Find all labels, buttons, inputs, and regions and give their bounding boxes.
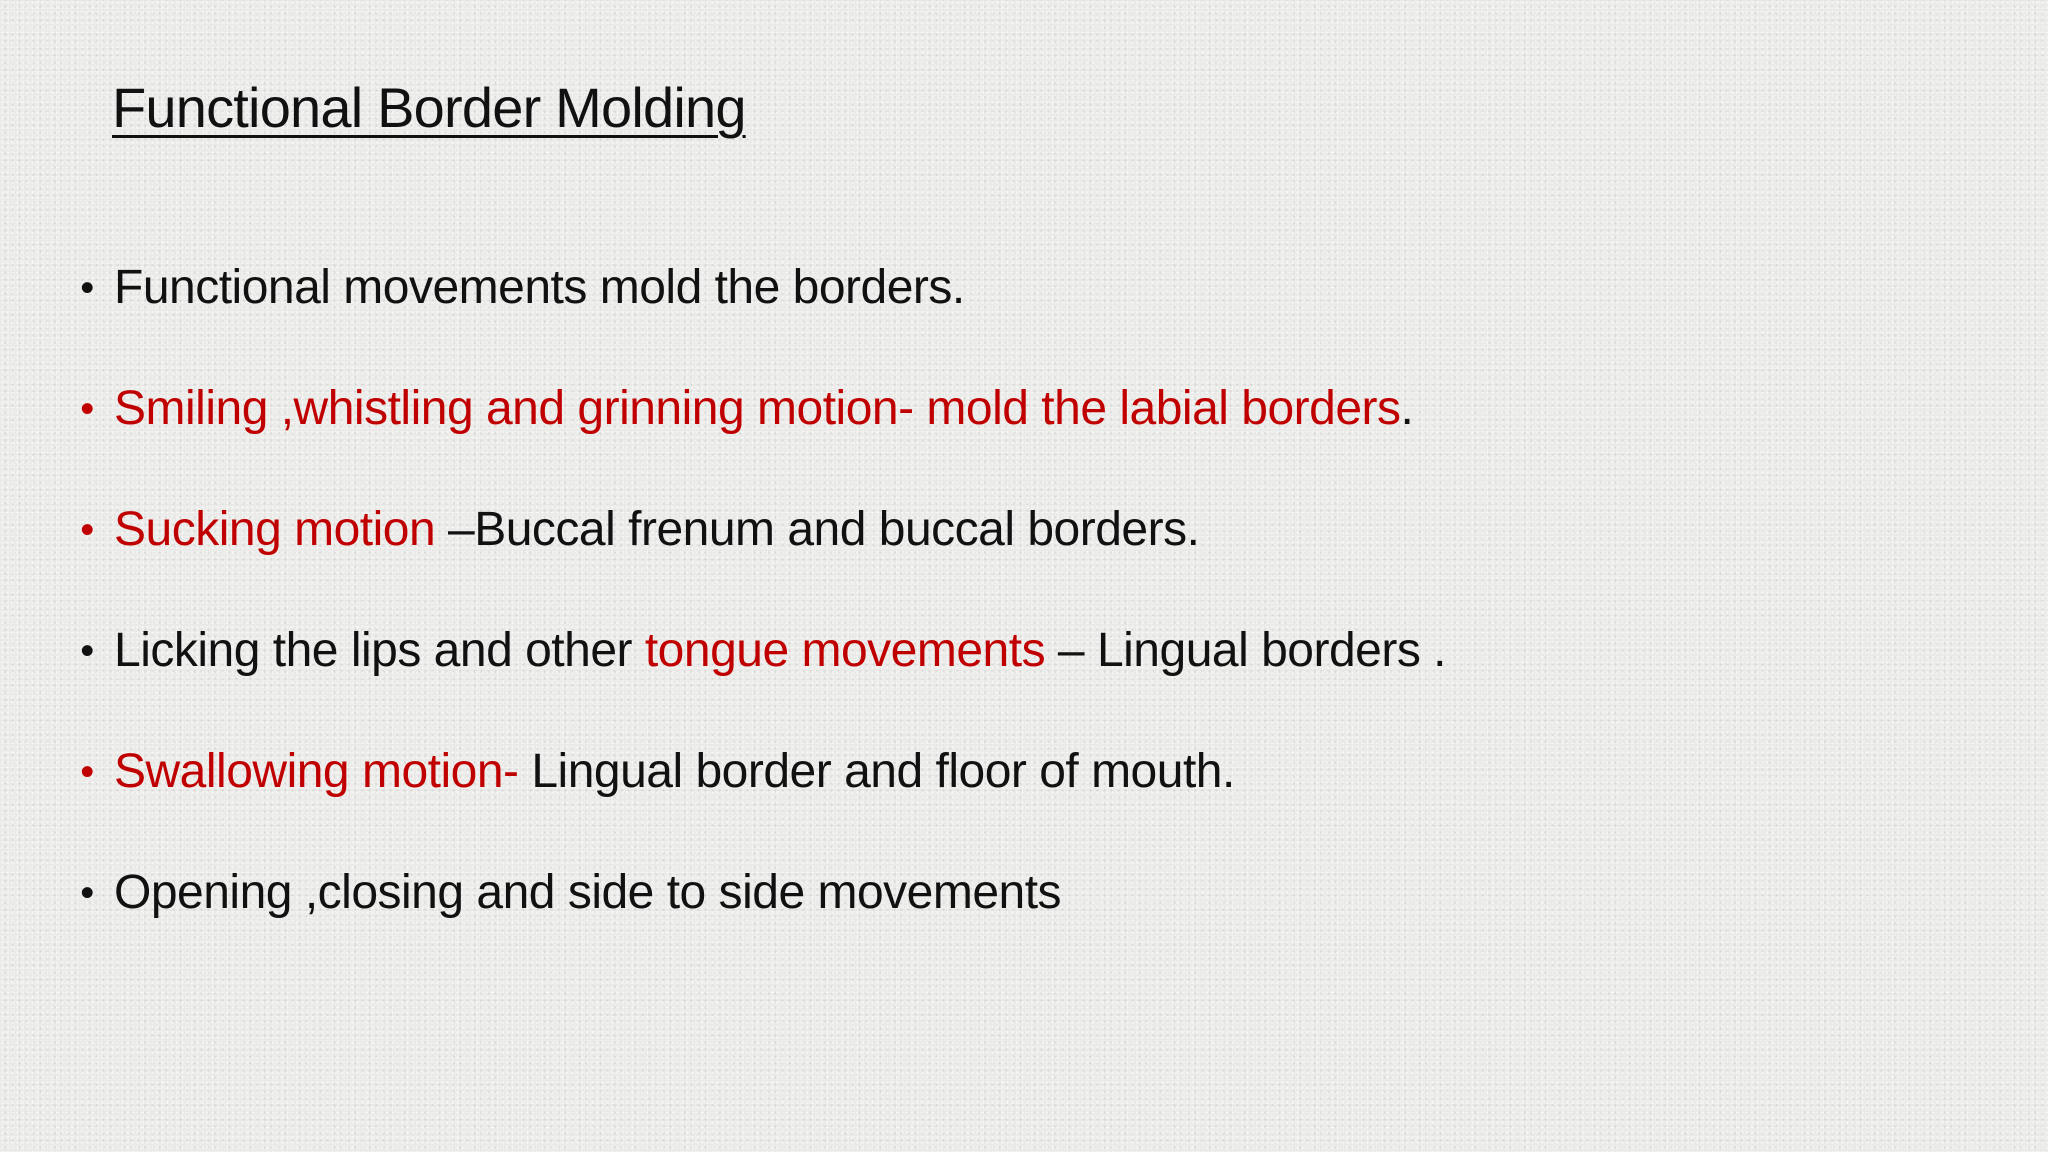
bullet-text: Swallowing motion- Lingual border and floor of mouth.: [114, 745, 1235, 798]
bullet-dot-icon: •: [80, 871, 94, 915]
bullet-dot-icon: •: [80, 266, 94, 310]
bullet-text: Smiling ,whistling and grinning motion- mold the labial borders.: [114, 382, 1414, 435]
bullet-dot-icon: •: [80, 387, 94, 431]
bullet-dot-icon: •: [80, 750, 94, 794]
bullet-text: Functional movements mold the borders.: [114, 261, 965, 314]
bullet-dot-icon: •: [80, 629, 94, 673]
bullet-dot-icon: •: [80, 508, 94, 552]
slide-title: Functional Border Molding: [112, 76, 746, 139]
bullet-text: Sucking motion –Buccal frenum and buccal borders.: [114, 503, 1200, 556]
bullet-text: Licking the lips and other tongue movements – Lingual borders .: [114, 624, 1447, 677]
bullet-text: Opening ,closing and side to side movements: [114, 866, 1062, 919]
